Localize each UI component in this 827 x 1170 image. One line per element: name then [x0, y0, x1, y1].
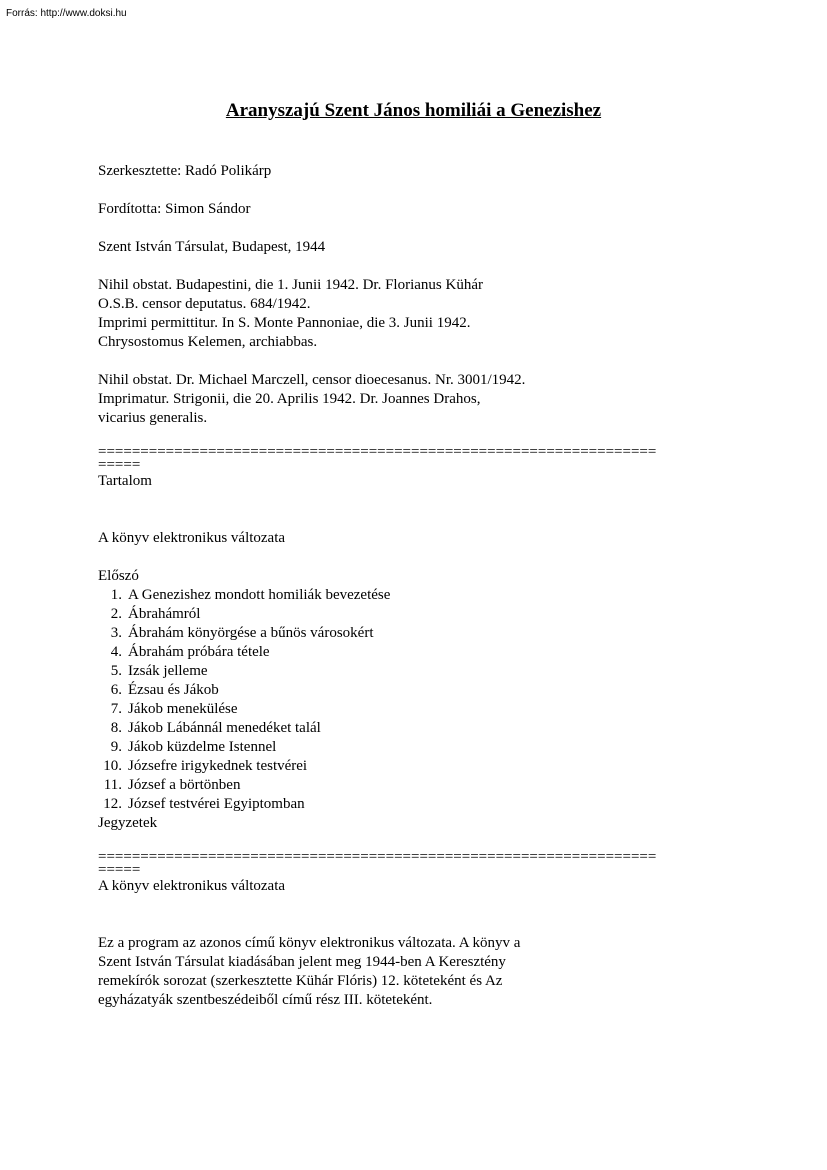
- toc-item: [98, 757, 778, 776]
- toc-item: [98, 700, 778, 719]
- toc-item-label: Ábrahám próbára tétele: [128, 644, 270, 660]
- toc-item: [98, 795, 778, 814]
- toc-item: [98, 643, 778, 662]
- toc-item-label: Jákob küzdelme Istennel: [128, 739, 277, 755]
- toc-item: [98, 662, 778, 681]
- toc-item: [98, 605, 778, 624]
- paragraph-line: remekírók sorozat (szerkesztette Kühár Flóris) 12. köteteként és Az: [98, 973, 503, 989]
- toc-item-label: József a börtönben: [128, 777, 241, 793]
- toc-item-label: A Genezishez mondott homiliák bevezetése: [128, 587, 391, 603]
- approval-block-2: [98, 371, 778, 428]
- toc-item: [98, 681, 778, 700]
- document-title: Aranyszajú Szent János homiliái a Genezishez: [225, 100, 602, 121]
- toc-item-number: 8.: [110, 720, 122, 736]
- toc-notes: Jegyzetek: [98, 815, 158, 831]
- toc-item-number: 2.: [110, 606, 122, 622]
- toc-item: [98, 776, 778, 795]
- toc-item: [98, 586, 778, 605]
- toc-item: [98, 738, 778, 757]
- approval-line: O.S.B. censor deputatus. 684/1942.: [98, 296, 311, 312]
- toc-item-number: 11.: [103, 777, 122, 793]
- toc-item-number: 7.: [110, 701, 122, 717]
- toc-item: [98, 719, 778, 738]
- approval-line: Chrysostomus Kelemen, archiabbas.: [98, 334, 318, 350]
- source-url-line: Forrás: http://www.doksi.hu: [6, 8, 127, 19]
- separator-line: =====: [98, 459, 141, 472]
- toc-item-number: 6.: [110, 682, 122, 698]
- toc-preface: Előszó: [98, 568, 139, 584]
- approval-line: Imprimatur. Strigonii, die 20. Aprilis 1942. Dr. Joannes Drahos,: [98, 391, 481, 407]
- toc-item-number: 10.: [103, 758, 122, 774]
- toc-item-number: 12.: [103, 796, 122, 812]
- editor-line: Szerkesztette: Radó Polikárp: [98, 163, 272, 179]
- toc-item-number: 3.: [110, 625, 122, 641]
- toc-heading: Tartalom: [98, 473, 152, 489]
- approval-line: Imprimi permittitur. In S. Monte Pannoniae, die 3. Junii 1942.: [98, 315, 471, 331]
- approval-line: vicarius generalis.: [98, 410, 208, 426]
- toc-item-label: Jákob menekülése: [128, 701, 238, 717]
- translator-line: Fordította: Simon Sándor: [98, 201, 251, 217]
- toc-item-number: 1.: [110, 587, 122, 603]
- toc-list: [98, 586, 778, 814]
- toc-intro-item: A könyv elektronikus változata: [98, 530, 286, 546]
- toc-item-label: József testvérei Egyiptomban: [128, 796, 305, 812]
- toc-item-label: Ézsau és Jákob: [128, 682, 219, 698]
- paragraph-line: Ez a program az azonos című könyv elektronikus változata. A könyv a: [98, 935, 521, 951]
- toc-item-number: 4.: [110, 644, 122, 660]
- toc-item-number: 9.: [110, 739, 122, 755]
- approval-line: Nihil obstat. Dr. Michael Marczell, censor dioecesanus. Nr. 3001/1942.: [98, 372, 526, 388]
- paragraph-line: Szent István Társulat kiadásában jelent meg 1944-ben A Keresztény: [98, 954, 506, 970]
- separator-line: ==================================================================: [98, 446, 657, 459]
- toc-item-number: 5.: [110, 663, 122, 679]
- publisher-line: Szent István Társulat, Budapest, 1944: [98, 239, 326, 255]
- toc-item-label: Jákob Lábánnál menedéket talál: [128, 720, 321, 736]
- paragraph-line: egyházatyák szentbeszédeiből című rész III. köteteként.: [98, 992, 433, 1008]
- toc-item-label: Ábrahámról: [128, 606, 201, 622]
- section-paragraph: [98, 934, 778, 1010]
- separator-line: ==================================================================: [98, 851, 657, 864]
- toc-item: [98, 624, 778, 643]
- approval-line: Nihil obstat. Budapestini, die 1. Junii 1942. Dr. Florianus Kühár: [98, 277, 483, 293]
- toc-item-label: Józsefre irigykednek testvérei: [128, 758, 308, 774]
- document-body: [98, 162, 778, 1010]
- approval-block-1: [98, 276, 778, 352]
- separator: [98, 851, 778, 877]
- toc-item-label: Ábrahám könyörgése a bűnös városokért: [128, 625, 374, 641]
- separator-line: =====: [98, 864, 141, 877]
- toc-item-label: Izsák jelleme: [128, 663, 208, 679]
- separator: [98, 446, 778, 472]
- section-heading: A könyv elektronikus változata: [98, 878, 286, 894]
